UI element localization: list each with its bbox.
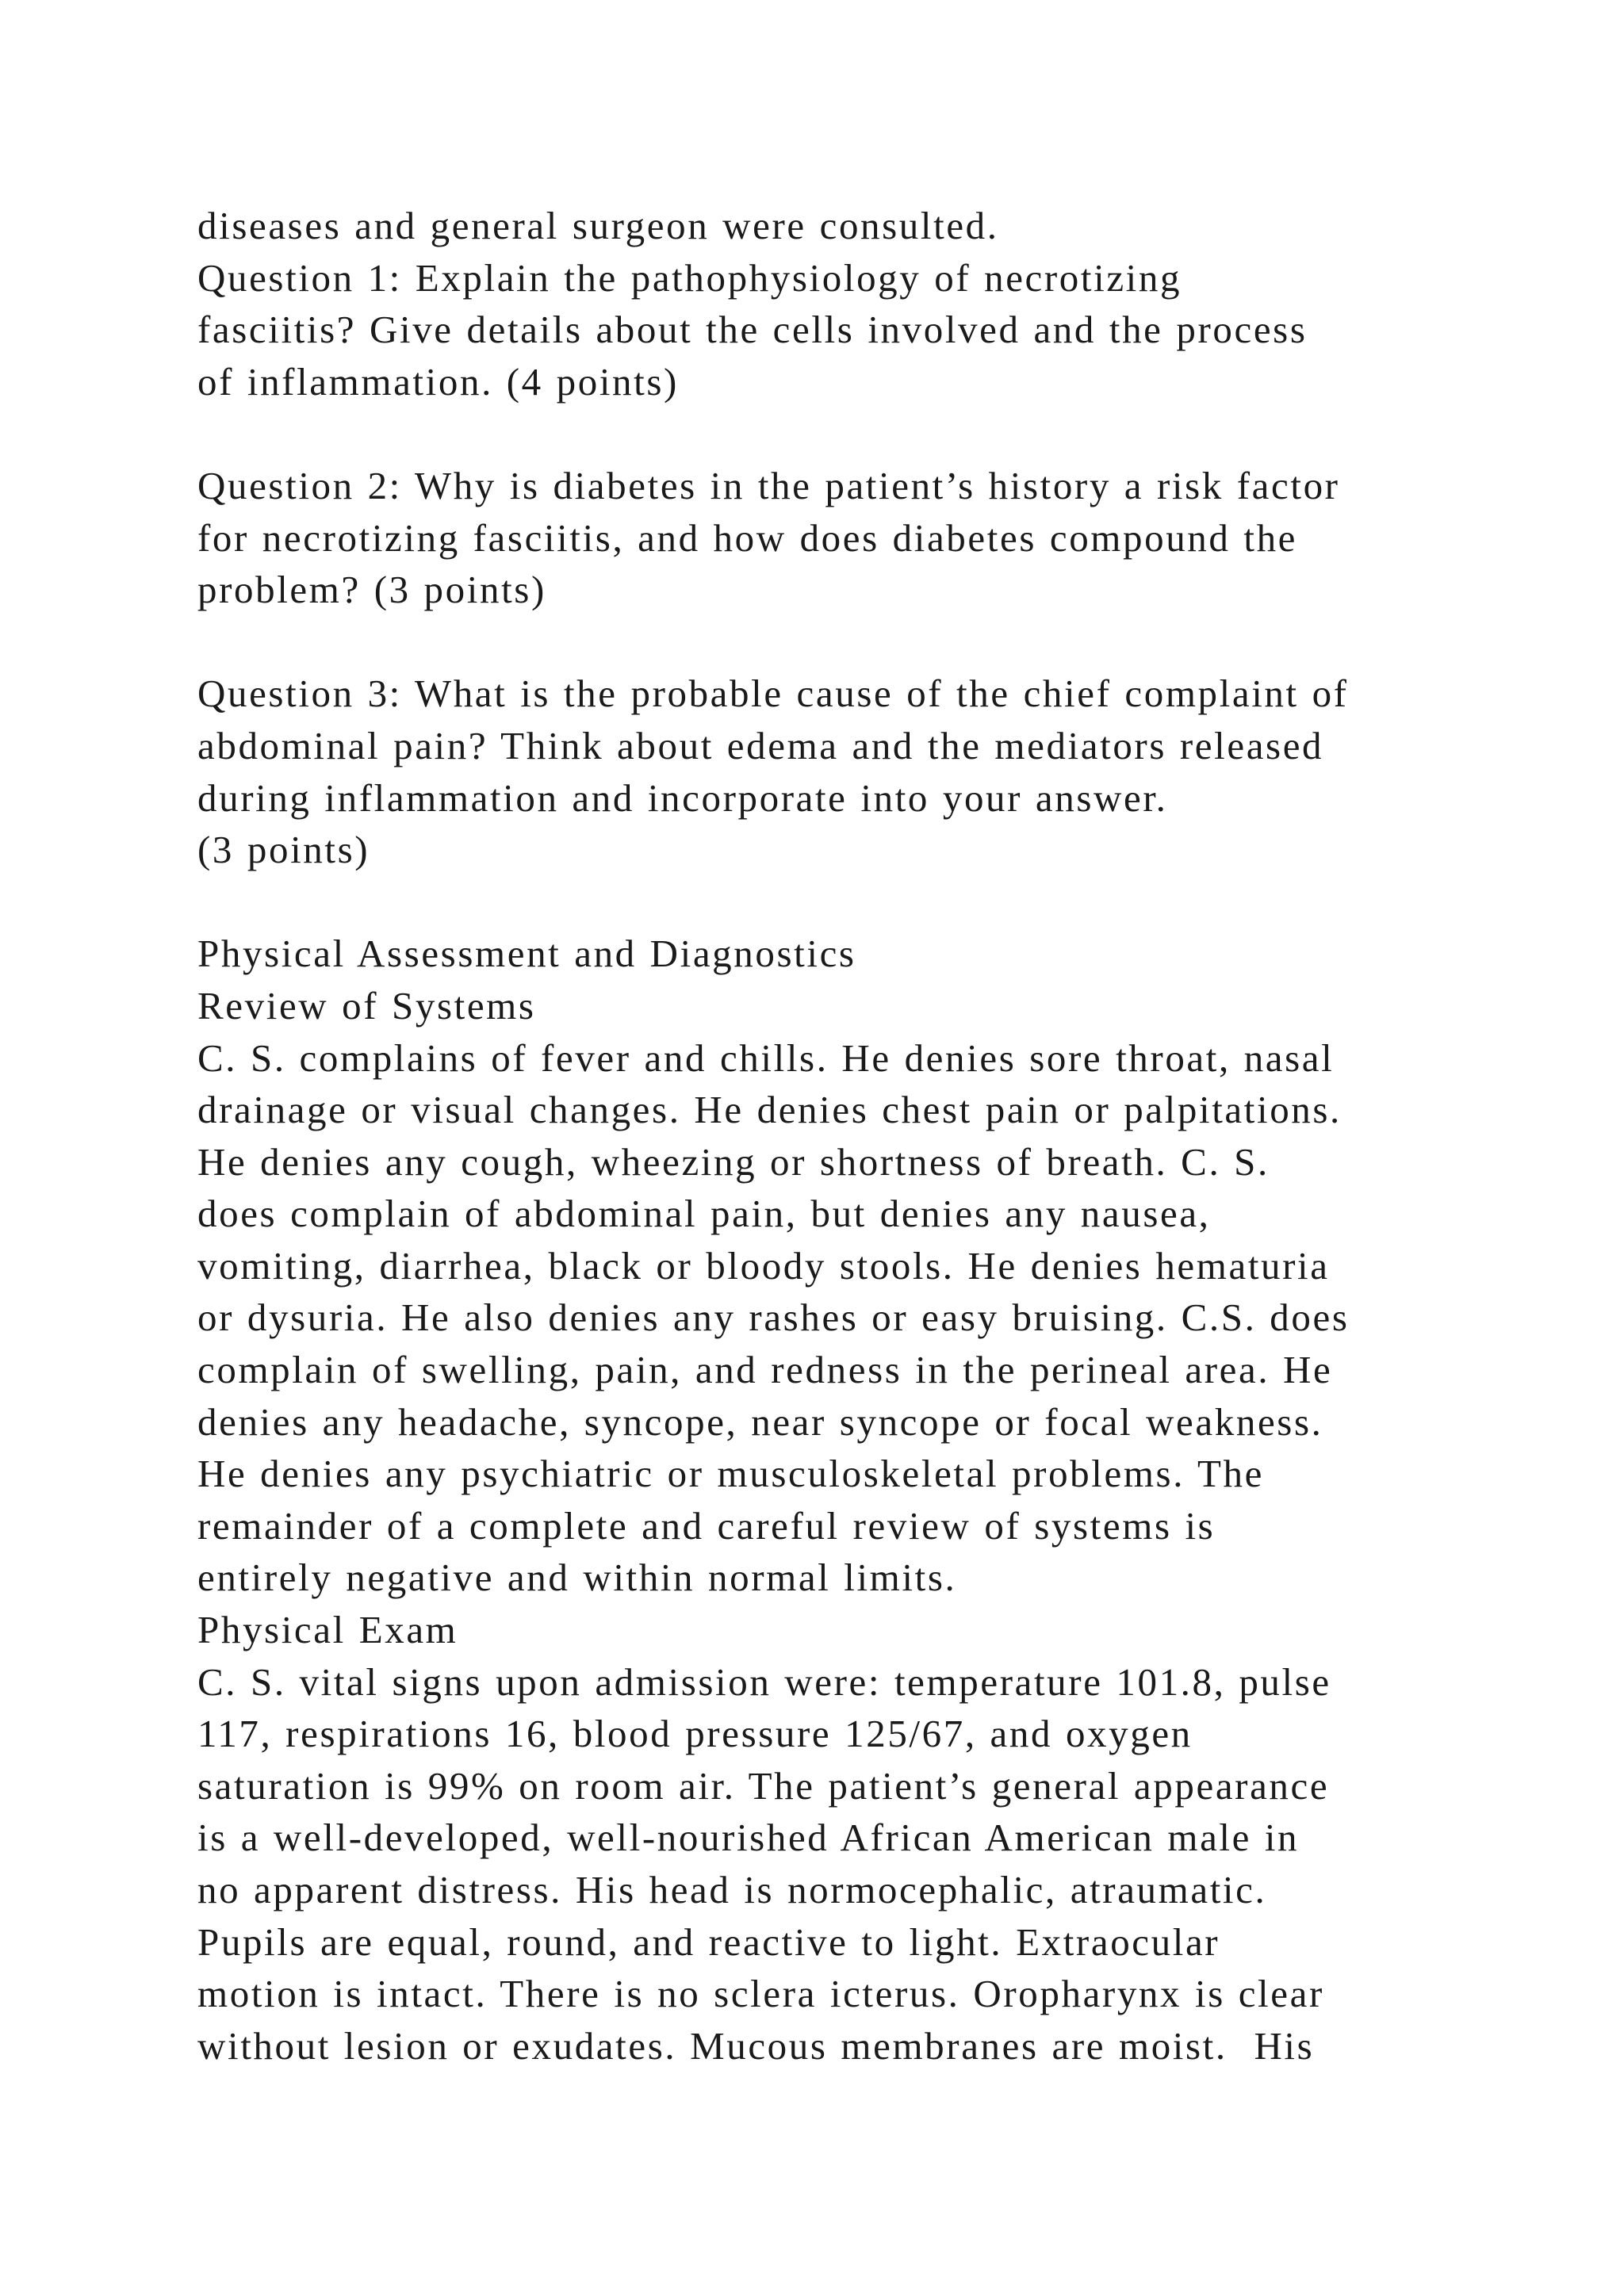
text-line: entirely negative and within normal limits. xyxy=(197,1556,957,1600)
text-line: C. S. complains of fever and chills. He denies sore throat, nasal xyxy=(197,1035,1335,1080)
text-line: of inflammation. (4 points) xyxy=(197,359,679,404)
text-line: for necrotizing fasciitis, and how does diabetes compound the xyxy=(197,515,1298,560)
text-line: without lesion or exudates. Mucous membranes are moist. His xyxy=(197,2023,1315,2068)
question-2-line: Question 2: Why is diabetes in the patient’s history a risk factor xyxy=(197,463,1340,507)
text-line: drainage or visual changes. He denies chest pain or palpitations. xyxy=(197,1088,1342,1132)
text-line: fasciitis? Give details about the cells involved and the process xyxy=(197,308,1308,352)
text-line: is a well-developed, well-nourished African American male in xyxy=(197,1816,1300,1860)
text-line: remainder of a complete and careful review of systems is xyxy=(197,1503,1216,1548)
text-line: complain of swelling, pain, and redness in the perineal area. He xyxy=(197,1348,1333,1392)
text-line: during inflammation and incorporate into your answer. xyxy=(197,775,1168,820)
text-line: does complain of abdominal pain, but denies any nausea, xyxy=(197,1192,1211,1236)
text-line: saturation is 99% on room air. The patient’s general appearance xyxy=(197,1763,1330,1808)
question-1-line: Question 1: Explain the pathophysiology of necrotizing xyxy=(197,255,1182,300)
subsection-heading: Physical Exam xyxy=(197,1608,458,1652)
text-line: diseases and general surgeon were consulted. xyxy=(197,204,999,247)
text-line: C. S. vital signs upon admission were: temperature 101.8, pulse xyxy=(197,1659,1331,1704)
document-body xyxy=(197,200,1545,2072)
text-line: problem? (3 points) xyxy=(197,568,546,612)
question-3-line: Question 3: What is the probable cause of the chief complaint of xyxy=(197,672,1349,716)
text-line: He denies any psychiatric or musculoskeletal problems. The xyxy=(197,1452,1265,1496)
text-line: motion is intact. There is no sclera icterus. Oropharynx is clear xyxy=(197,1972,1324,2016)
text-line: vomiting, diarrhea, black or bloody stools. He denies hematuria xyxy=(197,1243,1330,1288)
blank-line xyxy=(197,408,1545,460)
subsection-heading: Review of Systems xyxy=(197,983,536,1027)
text-line: 117, respirations 16, blood pressure 125/67, and oxygen xyxy=(197,1712,1193,1756)
section-heading: Physical Assessment and Diagnostics xyxy=(197,932,856,976)
text-line: Pupils are equal, round, and reactive to light. Extraocular xyxy=(197,1919,1220,1964)
text-line: or dysuria. He also denies any rashes or easy bruising. C.S. does xyxy=(197,1295,1350,1340)
text-line: He denies any cough, wheezing or shortness of breath. C. S. xyxy=(197,1139,1270,1184)
blank-line xyxy=(197,876,1545,928)
text-line: (3 points) xyxy=(197,828,370,872)
text-line: no apparent distress. His head is normocephalic, atraumatic. xyxy=(197,1868,1267,1911)
text-line: denies any headache, syncope, near syncope or focal weakness. xyxy=(197,1399,1323,1444)
blank-line xyxy=(197,616,1545,668)
text-line: abdominal pain? Think about edema and the mediators released xyxy=(197,723,1324,767)
